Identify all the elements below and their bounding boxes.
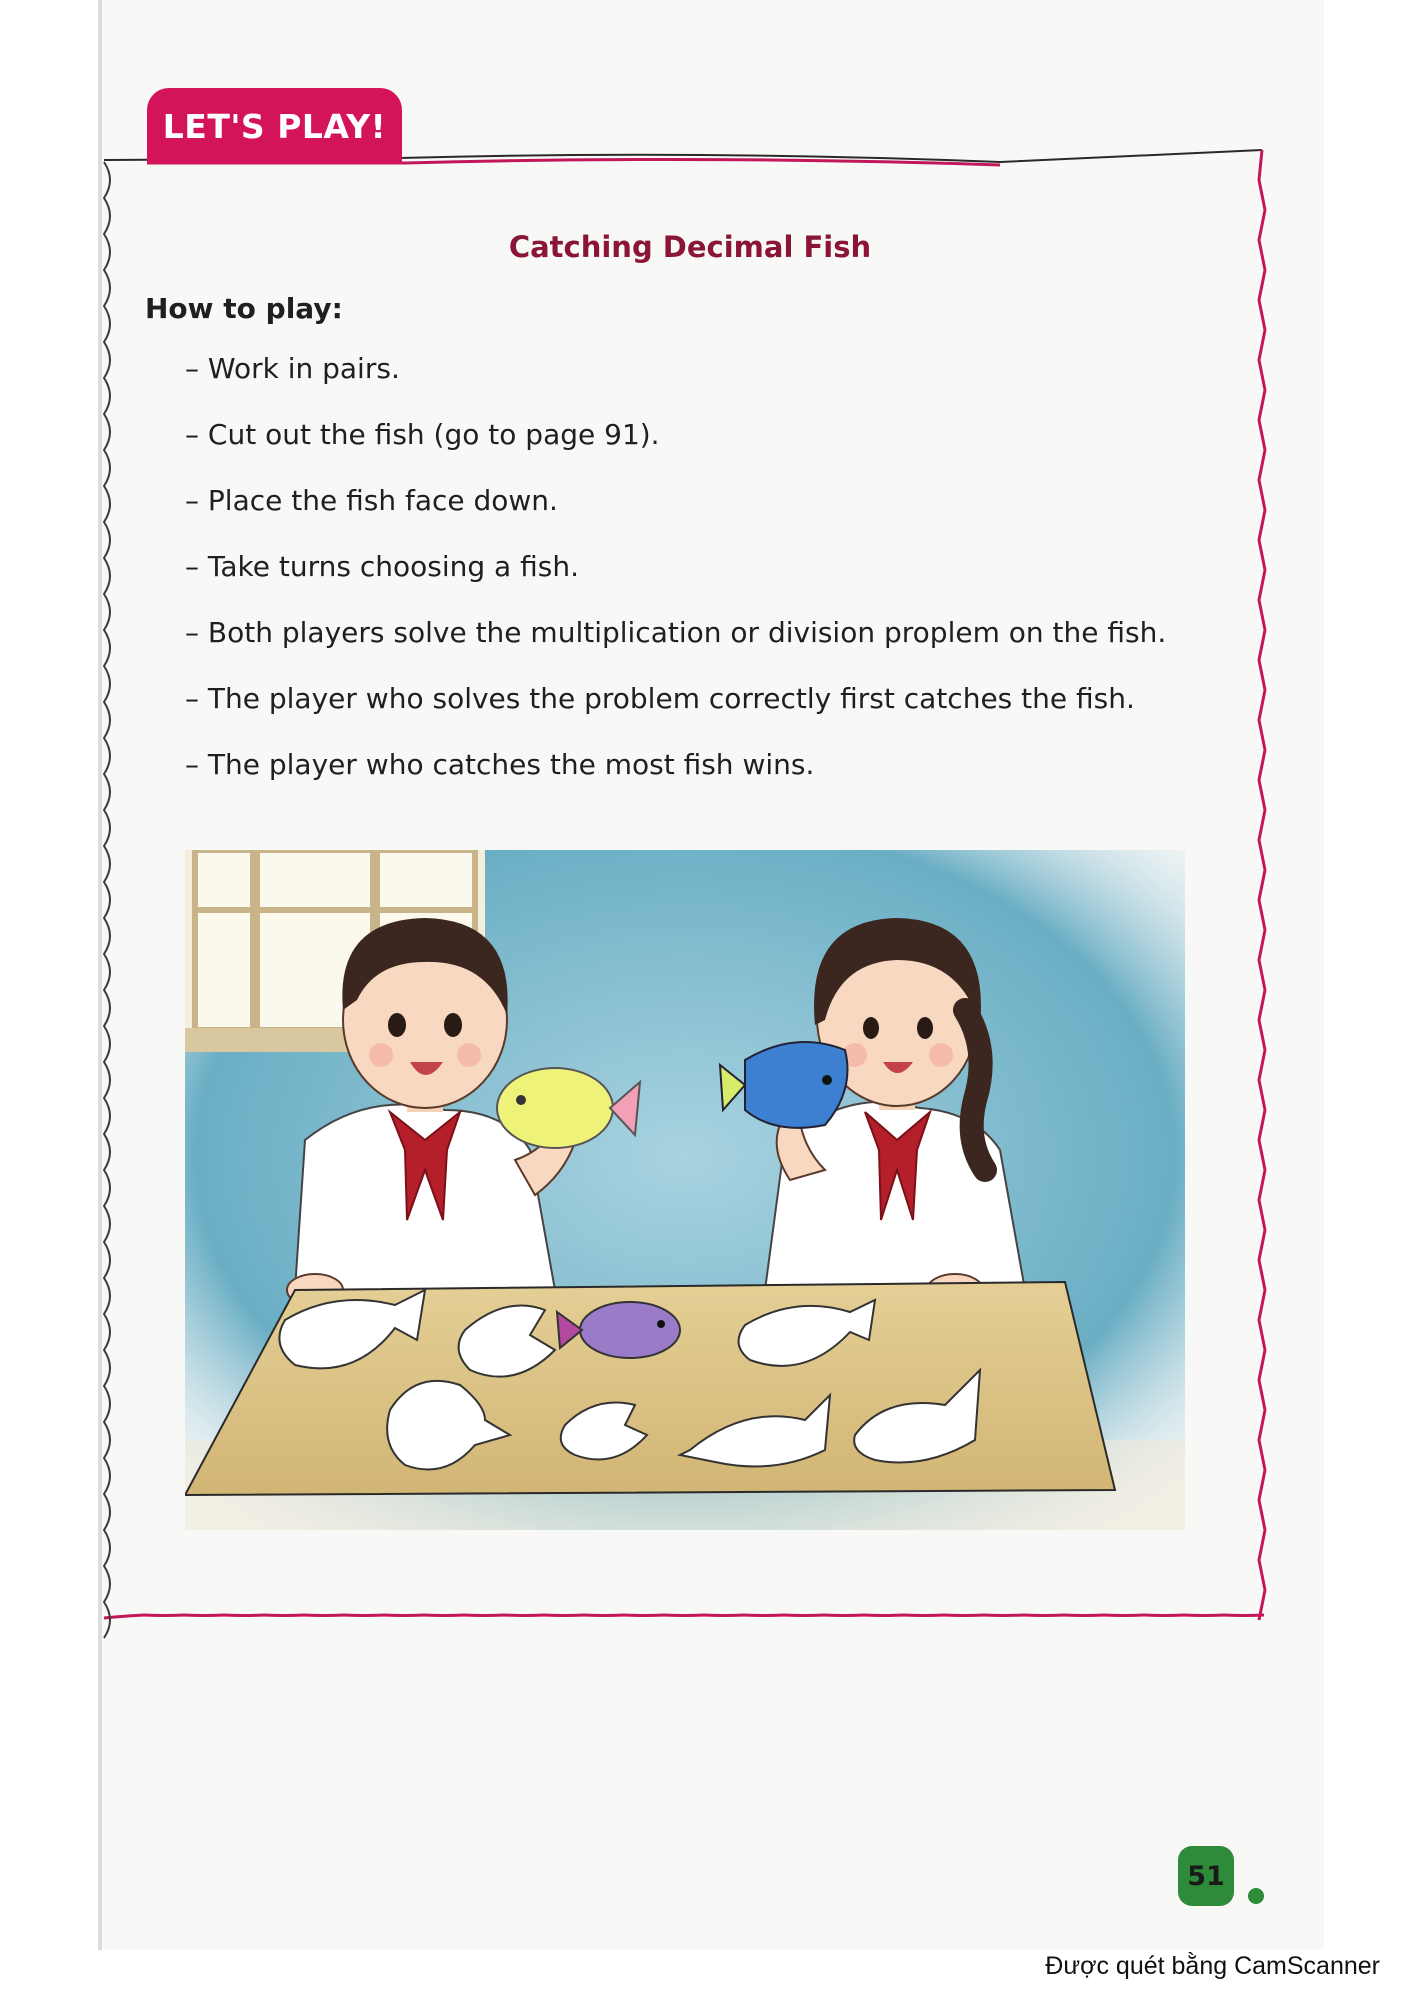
page-number-dot bbox=[1248, 1888, 1264, 1904]
rules-list bbox=[185, 352, 1166, 814]
rule-item: – Take turns choosing a fish. bbox=[185, 550, 579, 583]
how-to-play-heading: How to play: bbox=[145, 292, 343, 325]
activity-title: Catching Decimal Fish bbox=[508, 230, 872, 264]
rule-item: – Place the fish face down. bbox=[185, 484, 558, 517]
page-number: 51 bbox=[1178, 1846, 1234, 1906]
scanner-watermark: Được quét bằng CamScanner bbox=[1045, 1952, 1380, 1980]
lets-play-badge: LET'S PLAY! bbox=[147, 88, 402, 164]
rule-item: – The player who solves the problem correctly first catches the fish. bbox=[185, 682, 1135, 715]
rule-item: – Work in pairs. bbox=[185, 352, 400, 385]
rule-item: – Cut out the fish (go to page 91). bbox=[185, 418, 660, 451]
rule-item: – Both players solve the multiplication or division proplem on the fish. bbox=[185, 616, 1167, 649]
rule-item: – The player who catches the most fish wins. bbox=[185, 748, 815, 781]
children-playing-illustration bbox=[185, 850, 1185, 1530]
